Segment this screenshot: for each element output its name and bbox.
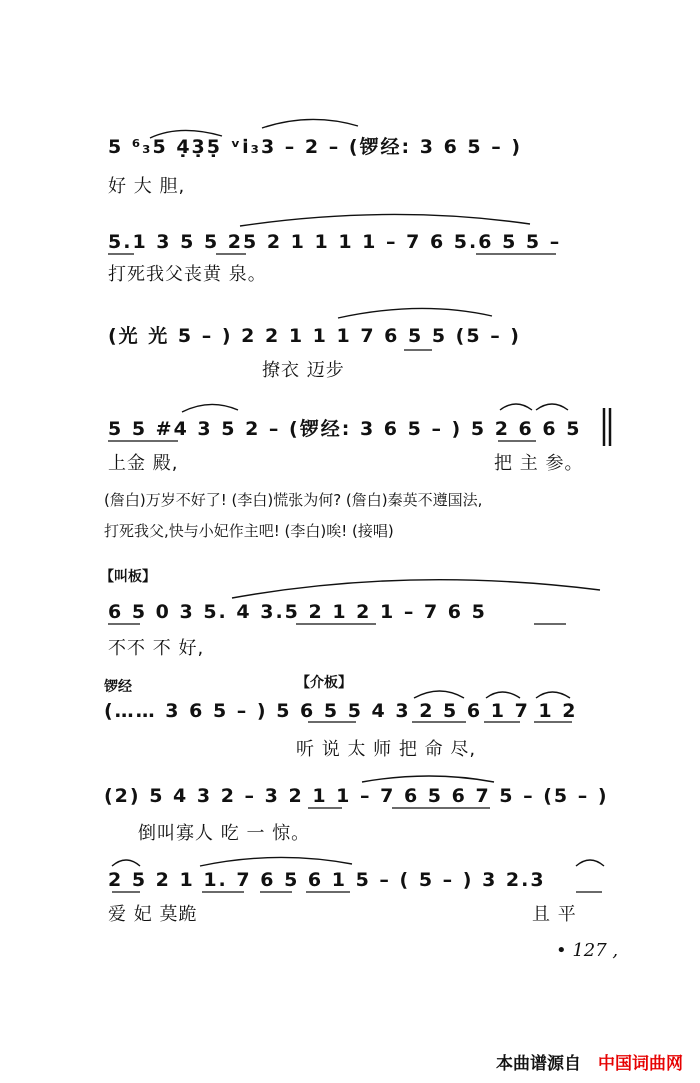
lyrics-line-1: 好 大 胆, [108,176,186,197]
slur [200,857,352,866]
notation-line-7: (2) 5 4 3 2 – 3 2 1 1 – 7 6 5 6 7 5 – (5 – ) [104,785,609,807]
notation-line-4: 5 5 #4 3 5 2 – (锣经: 3 6 5 – ) 5 2 6 6 5 [108,418,582,440]
spoken-dialogue-line-1: (詹白)万岁不好了! (李白)慌张为何? (詹白)秦英不遵国法, [104,491,483,509]
notation-line-5: 6 5 0 3 5. 4 3.5 2 1 2 1 – 7 6 5 [108,601,487,623]
slur [112,860,140,866]
lyrics-line-7: 倒叫寡人 吃 一 惊。 [138,823,311,844]
notation-line-1: 5 ⁶₃5 4̣3̣5̣ ᵛi̇₃3 – 2 – (锣经: 3 6 5 – ) [108,136,523,158]
slur [536,404,568,410]
section-label-jiaoban: 【叫板】 [100,569,156,585]
slur [414,691,464,698]
notation-line-2: 5.1 3 5 5 25 2 1 1 1 1 – 7 6 5.6 5 5 – [108,231,562,253]
notation-line-8: 2 5 2 1 1. 7 6 5 6 1 5 – ( 5 – ) 3 2.3 [108,869,546,891]
lyrics-line-8-right: 且 平 [532,904,577,925]
slur [150,130,222,138]
label-luojing: 锣经 [104,679,132,695]
spoken-dialogue-line-2: 打死我父,快与小妃作主吧! (李白)唉! (接唱) [104,522,394,540]
lyrics-line-6: 听 说 太 师 把 命 尽, [296,739,477,760]
page-number: • 127 , [556,940,619,961]
slur [338,308,492,318]
lyrics-line-4-right: 把 主 参。 [494,453,584,474]
footer-site-name[interactable]: 中国词曲网 [598,1054,683,1074]
slur [262,119,358,128]
lyrics-line-5: 不不 不 好, [108,638,205,659]
lyrics-line-2: 打死我父丧黄 泉。 [108,264,267,285]
lyrics-line-4-left: 上金 殿, [108,453,179,474]
slur [232,580,600,598]
slur [486,692,520,698]
slur [500,404,532,410]
slur [182,404,238,412]
section-label-jieban: 【介板】 [296,675,352,691]
slur [362,776,494,782]
footer-source-label: 本曲谱源自 [496,1054,581,1074]
notation-line-6: (…… 3 6 5 – ) 5 6 5 5 4 3 2 5 6 1 7 1 2 [104,700,578,722]
slur [536,692,570,698]
lyrics-line-3: 撩衣 迈步 [262,360,345,381]
slur [576,860,604,866]
notation-line-3: (光 光 5 – ) 2 2 1 1 1 7 6 5 5 (5 – ) [108,325,521,347]
lyrics-line-8-left: 爱 妃 莫跪 [108,904,198,925]
slur [240,214,530,226]
